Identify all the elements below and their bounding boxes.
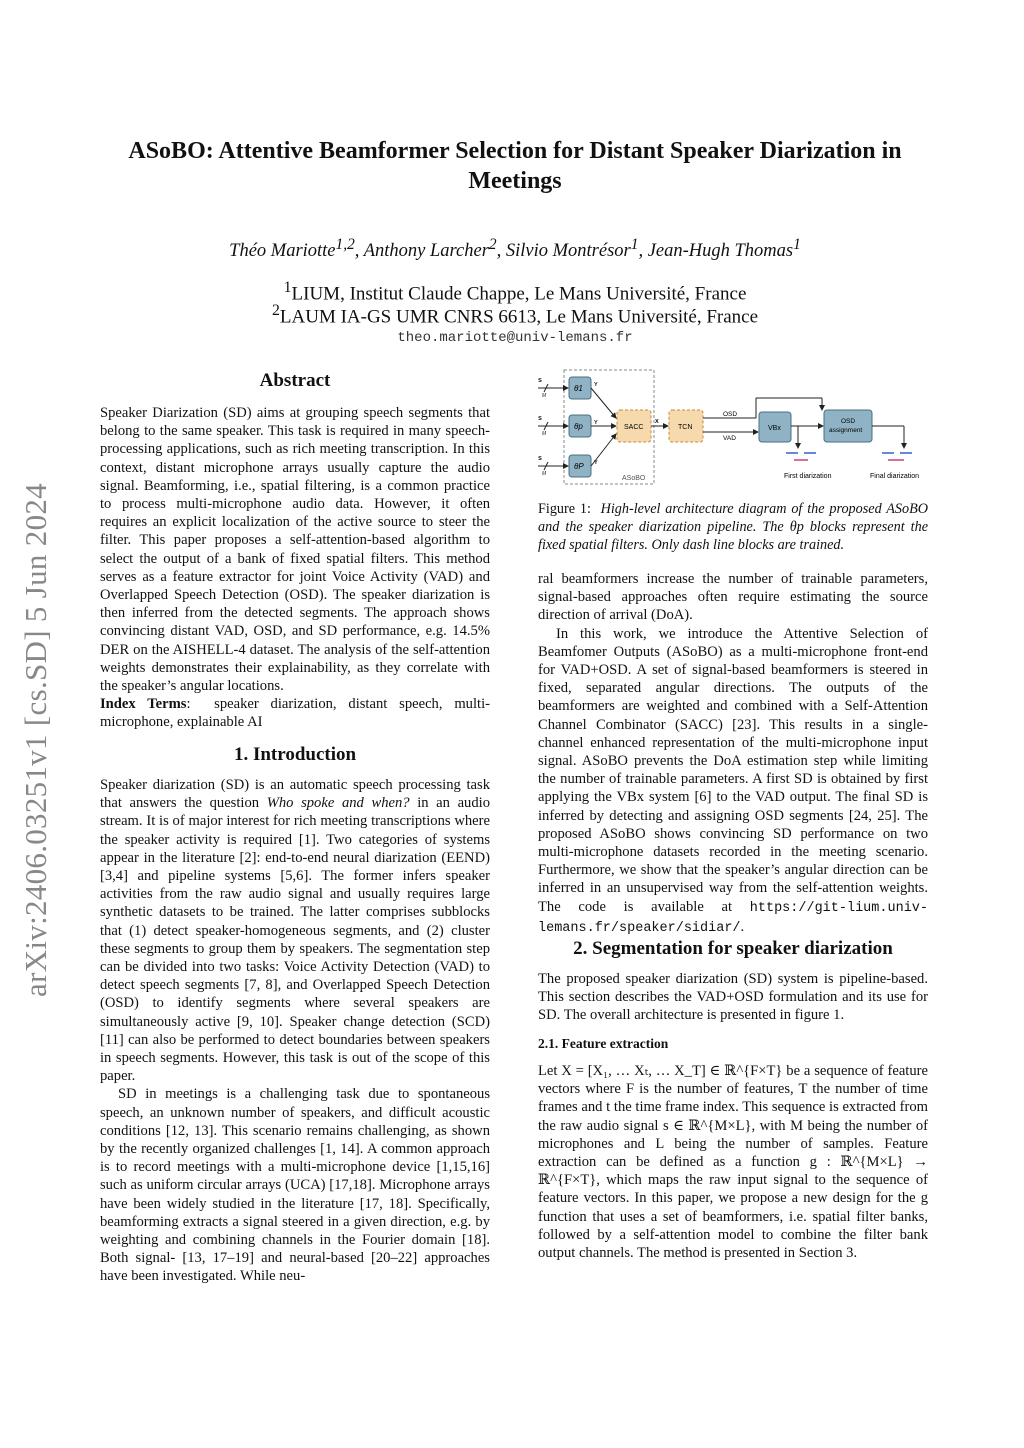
- intro-paragraph-2: SD in meetings is a challenging task due to spontaneous speech, an unknown number of speakers, and difficult acoustic conditions [12, 13]. This scenario remains challenging, as shown by the recently organized challenges [1, 14]. A common approach is to record meetings with a multi-microphone device [1,15,16] such as uniform circular arrays (UCA) [17,18]. Microphone arrays have been widely studied in the literature [17, 18]. Specifically, beamforming extracts a signal steered in a given direction, e.g. by weighting and combining channels in the Fourier domain [18]. Both signal- [13, 17–19] and neural-based [20–22] approaches have been investigated. While neu-: [100, 1086, 490, 1285]
- mic-count-label: M: [542, 393, 547, 399]
- caption-text: High-level architecture diagram of the proposed ASoBO and the speaker diarization pipeline. The θp blocks represent the fixed spatial filters. Only dash line blocks are trained.: [538, 501, 929, 553]
- tcn-label: TCN: [678, 424, 693, 431]
- first-diarization-label: First diarization: [784, 473, 832, 480]
- osd-assignment-label-2: assignment: [829, 427, 863, 434]
- index-terms-label: Index Terms: [100, 696, 187, 713]
- author-affil-sup: 1: [630, 236, 639, 253]
- section-heading-introduction: 1. Introduction: [233, 744, 357, 765]
- architecture-diagram: [536, 368, 932, 488]
- mic-count-label: M: [542, 471, 547, 477]
- vad-output-label: VAD: [723, 435, 736, 442]
- author-name: Silvio Montrésor: [505, 241, 631, 262]
- text-run-italic: Who spoke and when?: [266, 795, 410, 812]
- theta-1-label: θ1: [574, 384, 583, 393]
- text-run-math: Let X = [X₁, … Xₜ, … X_T] ∈ ℝ^{F×T}: [538, 1063, 783, 1079]
- theta-P-label: θP: [574, 462, 584, 471]
- section2-paragraph-1: The proposed speaker diarization (SD) system is pipeline-based. This section describes the VAD+OSD formulation and its use for SD. The overall architecture is presented in figure 1.: [538, 971, 928, 1024]
- final-diarization-label: Final diarization: [870, 473, 920, 480]
- affil-sup: 2: [271, 302, 280, 319]
- input-s-label: s: [538, 415, 542, 422]
- mic-count-label: M: [542, 431, 547, 437]
- affil-text: LAUM IA-GS UMR CNRS 6613, Le Mans Université, France: [279, 306, 759, 328]
- affil-text: LIUM, Institut Claude Chappe, Le Mans Université, France: [291, 283, 747, 305]
- index-terms-text: speaker diarization, distant speech, multi-microphone, explainable AI: [100, 696, 490, 731]
- caption-label: Figure 1:: [538, 501, 591, 517]
- author-email[interactable]: theo.mariotte@univ-lemans.fr: [397, 330, 633, 346]
- affiliation: [100, 302, 930, 328]
- abstract-heading: Abstract: [259, 370, 331, 391]
- author-name: Anthony Larcher: [363, 241, 489, 262]
- arxiv-identifier: arXiv:2406.03251v1 [cs.SD] 5 Jun 2024: [18, 483, 53, 997]
- text-run: .: [740, 918, 745, 935]
- introduction-body: [100, 776, 490, 1286]
- text-run: Speaker diarization (SD) is an automatic speech processing task that answers the question: [100, 777, 490, 812]
- section2-intro: [538, 970, 928, 1025]
- author-affil-sup: 1,2: [335, 236, 355, 253]
- abstract-body: [100, 404, 490, 732]
- text-run: in an audio stream. It is of major interest for rich meeting transcriptions where the speaker activity is required [1]. Two categories of systems appear in the literature [2]: end-to-end neural diarization (EEND) [3,4] and pipeline systems [5,6]. The former infers speaker activities from the raw audio signal and usually requires large synthetic datasets to be trained. The latter comprises subblocks that (1) detect speaker-homogeneous segments, and (2) cluster these segments to group them by speakers. The segmentation step can be divided into two tasks: Voice Activity Detection (VAD) to detect speech segments [7, 8], and Overlapped Speech Detection (OSD) to identify segments where several speakers are simultaneously active [9, 10]. Speaker change detection (SCD) [11] can also be performed to detect boundaries between speakers in speech segments. However, this task is out of the scope of this paper.: [100, 795, 490, 1085]
- input-s-label: s: [538, 455, 542, 462]
- figure-caption: [538, 500, 928, 554]
- author-list: Théo Mariotte$^{1,2}$, Anthony Larcher$^2$, Silvio Montrésor$^1$, Jean-Hugh Thomas$^1$: [229, 236, 801, 262]
- author-name: Jean-Hugh Thomas: [647, 241, 794, 262]
- feature-extraction-body: [538, 1062, 928, 1262]
- section2-paragraph-2: [538, 1062, 928, 1262]
- paper-title: ASoBO: Attentive Beamformer Selection for Distant Speaker Diarization in Meetings: [128, 138, 902, 194]
- yP-label: Y: [594, 460, 598, 466]
- yp-label: Y: [594, 420, 598, 426]
- vbx-label: VBx: [768, 425, 781, 432]
- sacc-label: SACC: [624, 424, 644, 431]
- affil-sup: 1: [283, 279, 292, 296]
- asobo-label: ASoBO: [622, 475, 646, 482]
- author-affil-sup: 1: [793, 236, 801, 253]
- osd-output-label: OSD: [723, 411, 738, 418]
- author-name: Théo Mariotte: [229, 241, 336, 262]
- subsection-heading-feature-extraction: 2.1. Feature extraction: [538, 1036, 669, 1051]
- intro-paragraph-4: [538, 625, 928, 938]
- code-url-link[interactable]: https://git-lium.univ-lemans.fr/speaker/sidiar/: [538, 900, 928, 936]
- theta-p-label: θp: [574, 422, 583, 431]
- text-run: In this work, we introduce the Attentive Selection of Beamfomer Outputs (ASoBO) as a multi-microphone front-end for VAD+OSD. A set of signal-based beamformers is steered in fixed, separated angular directions. The outputs of the beamformers are weighted and combined with a Self-Attention Channel Combinator (SACC) [23]. This results in a single-channel enhanced representation of the multi-microphone input signal. ASoBO prevents the DoA estimation step while limiting the number of trainable parameters. A first SD is obtained by first applying the VBx system [6] to the VAD output. The final SD is inferred by detecting and assigning OSD segments [24, 25]. The proposed ASoBO shows convincing SD performance on two multi-microphone datasets recorded in the meeting scenario. Furthermore, we show that the speaker’s angular direction can be inferred in an unsupervised way from the self-attention weights. The code is available at: [538, 625, 928, 915]
- x-label: X: [655, 419, 659, 425]
- intro-paragraph-3: ral beamformers increase the number of trainable parameters, signal-based approaches often require estimating the source direction of arrival (DoA).: [538, 571, 928, 624]
- y1-label: Y: [594, 382, 598, 388]
- index-terms: Index Terms: speaker diarization, distant speech, multi-microphone, explainable AI: [100, 696, 490, 731]
- text-run: be a sequence of feature vectors where F is the number of features, T the number of time frames and t the time frame index. This sequence is extracted from the raw audio signal s ∈ ℝ^{M×L}, with M being the number of microphones and L being the number of samples. Feature extraction can be defined as a function g : ℝ^{M×L} → ℝ^{F×T}, which maps the raw input signal to the sequence of feature vectors. In this paper, we propose a new design for the g function that uses a set of beamformers, i.e. spatial filter banks, followed by a self-attention model to combine the filter bank output channels. The method is presented in Section 3.: [538, 1063, 928, 1262]
- osd-assignment-label-1: OSD: [841, 418, 856, 425]
- osd-assignment-block: [824, 410, 872, 442]
- intro-paragraph-1: [100, 776, 490, 1085]
- input-s-label: s: [538, 377, 542, 384]
- author-affil-sup: 2: [488, 236, 497, 253]
- abstract-text: Speaker Diarization (SD) aims at grouping speech segments that belong to the same speaker. This task is required in many speech-processing applications, such as rich meeting transcription. In this context, distant microphone arrays usually capture the audio signal. Beamforming, i.e., spatial filtering, is a common practice to process multi-microphone audio data. However, it often requires an explicit localization of the active source to steer the filter. This paper proposes a self-attention-based algorithm to select the output of a bank of fixed spatial filters. This method serves as a feature extractor for joint Voice Activity (VAD) and Overlapped Speech Detection (OSD). The speaker diarization is then inferred from the detected segments. The approach shows convincing distant VAD, OSD, and SD performance, e.g. 14.5% DER on the AISHELL-4 dataset. The analysis of the self-attention weights demonstrates their explainability, as they correlate with the speaker’s angular locations.: [100, 405, 490, 695]
- introduction-continued: [538, 570, 928, 938]
- section-heading-segmentation: 2. Segmentation for speaker diarization: [573, 938, 893, 959]
